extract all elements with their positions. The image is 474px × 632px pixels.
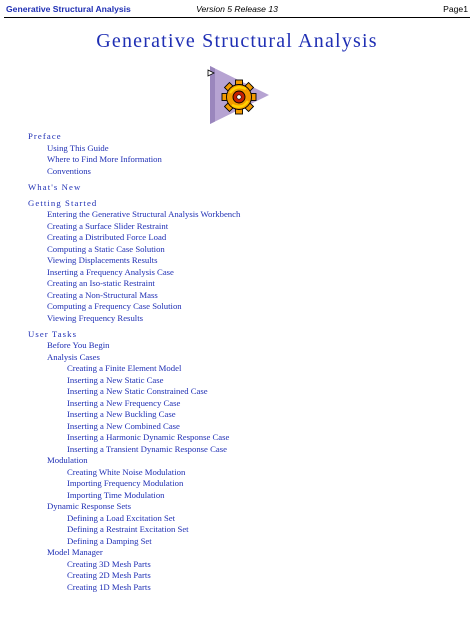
toc-link[interactable]: Model Manager	[47, 547, 103, 558]
toc-link[interactable]: Dynamic Response Sets	[47, 501, 131, 512]
toc-link[interactable]: Computing a Frequency Case Solution	[47, 301, 182, 312]
toc-link[interactable]: Inserting a Harmonic Dynamic Response Case	[67, 432, 230, 443]
toc-link[interactable]: Before You Begin	[47, 340, 110, 351]
toc-link[interactable]: Inserting a New Buckling Case	[67, 409, 176, 420]
toc-link[interactable]: Creating a Surface Slider Restraint	[47, 220, 169, 231]
toc-link[interactable]: Conventions	[47, 165, 91, 176]
toc-link[interactable]: What's New	[28, 181, 82, 192]
toc-link[interactable]: Modulation	[47, 455, 88, 466]
toc-link[interactable]: Creating 3D Mesh Parts	[67, 558, 151, 569]
toc-link[interactable]: Inserting a New Static Constrained Case	[67, 386, 208, 397]
toc-link[interactable]: Preface	[28, 131, 62, 141]
toc-link[interactable]: Importing Time Modulation	[67, 489, 165, 500]
toc-link[interactable]: Using This Guide	[47, 142, 109, 153]
gear-analysis-icon	[205, 64, 271, 126]
toc-link[interactable]: Creating 1D Mesh Parts	[67, 581, 151, 592]
toc-link[interactable]: Creating 2D Mesh Parts	[67, 570, 151, 581]
toc-link[interactable]: Inserting a New Combined Case	[67, 420, 180, 431]
toc-link[interactable]: Analysis Cases	[47, 351, 100, 362]
toc-link[interactable]: Defining a Load Excitation Set	[67, 512, 176, 523]
toc-link[interactable]: Computing a Static Case Solution	[47, 243, 165, 254]
toc-link[interactable]: Defining a Restraint Excitation Set	[67, 524, 189, 535]
page-title: Generative Structural Analysis	[96, 30, 378, 52]
toc-link[interactable]: Inserting a New Static Case	[67, 374, 164, 385]
toc-link[interactable]: Inserting a Transient Dynamic Response Case	[67, 443, 227, 454]
toc-link[interactable]: Importing Frequency Modulation	[67, 478, 184, 489]
toc-link[interactable]: User Tasks	[28, 328, 78, 339]
toc-link[interactable]: Inserting a New Frequency Case	[67, 397, 181, 408]
header-divider	[4, 17, 470, 18]
toc-link[interactable]: Inserting a Frequency Analysis Case	[47, 266, 174, 277]
toc-link[interactable]: Entering the Generative Structural Analysis Workbench	[47, 209, 241, 220]
toc-link[interactable]: Viewing Displacements Results	[47, 255, 158, 266]
toc-link[interactable]: Defining a Damping Set	[67, 535, 152, 546]
toc-link[interactable]: Creating an Iso-static Restraint	[47, 278, 155, 289]
toc-link[interactable]: Getting Started	[28, 197, 98, 208]
header-doc-title: Generative Structural Analysis	[6, 4, 131, 14]
toc-link[interactable]: Creating a Distributed Force Load	[47, 232, 167, 243]
toc-link[interactable]: Where to Find More Information	[47, 154, 162, 164]
toc-link[interactable]: Creating a Non-Structural Mass	[47, 289, 158, 300]
toc-link[interactable]: Creating a Finite Element Model	[67, 363, 182, 374]
header-page-number: Page1	[443, 4, 468, 14]
toc-link[interactable]: Creating White Noise Modulation	[67, 466, 186, 477]
header-version: Version 5 Release 13	[196, 4, 278, 14]
toc-link[interactable]: Viewing Frequency Results	[47, 312, 143, 323]
